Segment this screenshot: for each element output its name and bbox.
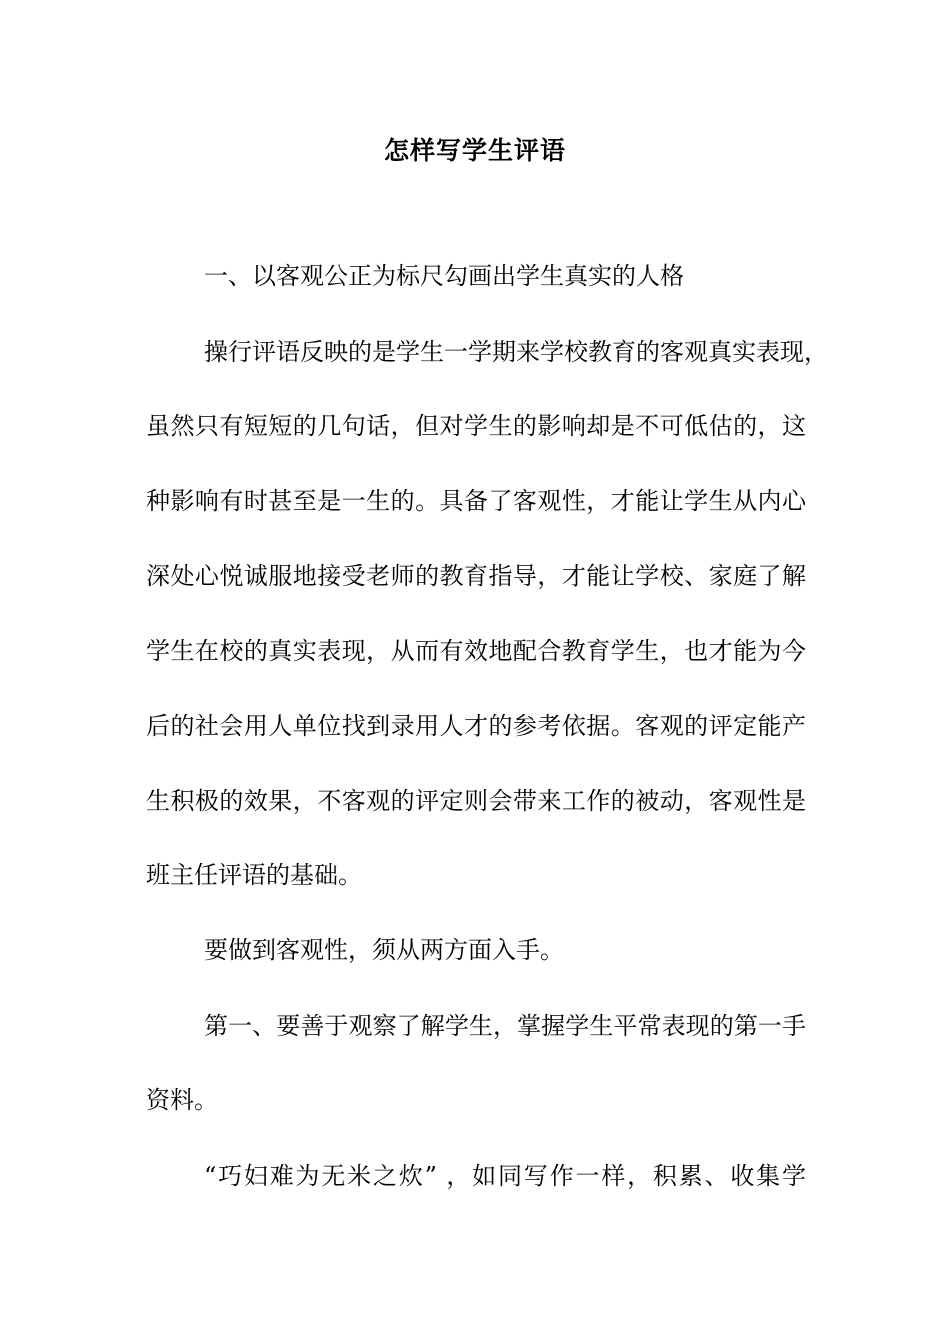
paragraph-line: 操行评语反映的是学生一学期来学校教育的客观真实表现， — [204, 338, 828, 366]
paragraph-line: 学生在校的真实表现，从而有效地配合教育学生，也才能为今 — [146, 637, 806, 665]
document-title: 怎样写学生评语 — [383, 136, 566, 165]
paragraph-line: 生积极的效果，不客观的评定则会带来工作的被动，客观性是 — [146, 787, 806, 815]
paragraph-line: 要做到客观性，须从两方面入手。 — [204, 936, 564, 964]
paragraph-line: 种影响有时甚至是一生的。具备了客观性，才能让学生从内心 — [146, 487, 806, 515]
section-heading: 一、以客观公正为标尺勾画出学生真实的人格 — [204, 262, 684, 290]
paragraph-line: 虽然只有短短的几句话，但对学生的影响却是不可低估的，这 — [146, 412, 806, 440]
paragraph-line: 第一、要善于观察了解学生，掌握学生平常表现的第一手 — [204, 1012, 806, 1040]
paragraph-line: 后的社会用人单位找到录用人才的参考依据。客观的评定能产 — [146, 712, 806, 740]
paragraph-line: 班主任评语的基础。 — [146, 861, 362, 889]
paragraph-line: 资料。 — [146, 1086, 218, 1114]
paragraph-line: “巧妇难为无米之炊” ，如同写作一样，积累、收集学 — [204, 1162, 806, 1190]
paragraph-line: 深处心悦诚服地接受老师的教育指导，才能让学校、家庭了解 — [146, 562, 806, 590]
